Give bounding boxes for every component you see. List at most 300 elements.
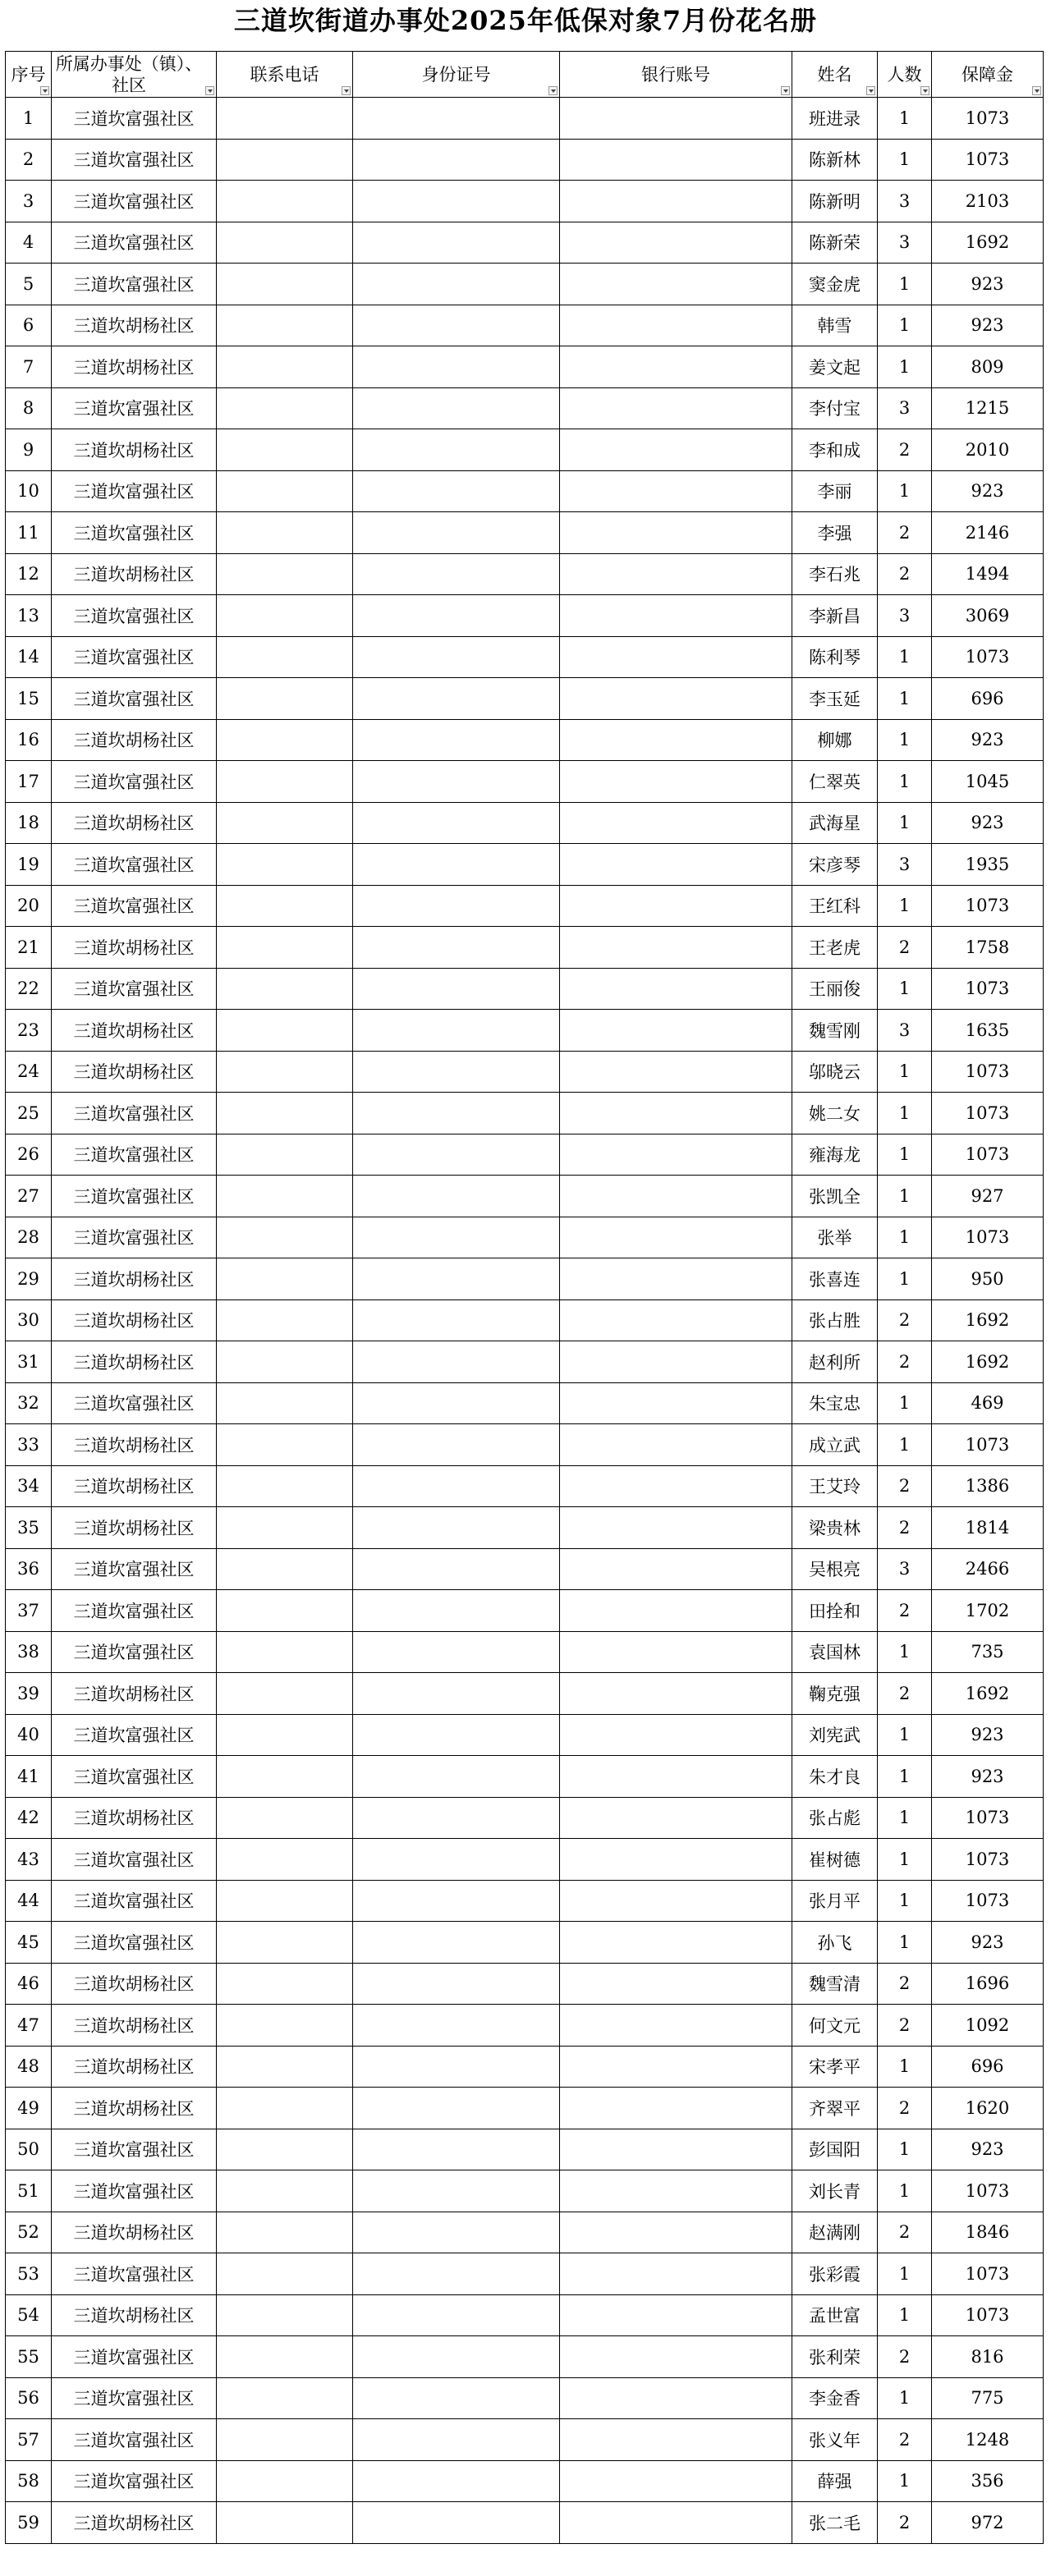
cell-bank-account — [560, 1134, 792, 1176]
header-id-number-label: 身份证号 — [421, 64, 491, 85]
cell-amount: 1692 — [932, 1673, 1044, 1715]
cell-seq: 36 — [6, 1548, 52, 1590]
table-row — [6, 595, 1044, 637]
table-row — [6, 2502, 1044, 2544]
cell-phone — [217, 1839, 353, 1881]
cell-name: 魏雪刚 — [792, 1010, 878, 1052]
cell-amount: 1635 — [932, 1010, 1044, 1052]
cell-id-number — [353, 346, 560, 388]
table-row — [6, 429, 1044, 471]
cell-id-number — [353, 470, 560, 512]
cell-name: 崔树德 — [792, 1839, 878, 1881]
cell-people: 1 — [878, 802, 932, 844]
cell-people: 2 — [878, 1673, 932, 1715]
cell-seq: 6 — [6, 305, 52, 346]
table-row — [6, 1465, 1044, 1507]
cell-name: 陈新林 — [792, 139, 878, 181]
cell-amount: 1702 — [932, 1590, 1044, 1632]
cell-name: 李金香 — [792, 2377, 878, 2419]
cell-phone — [217, 305, 353, 346]
cell-seq: 55 — [6, 2336, 52, 2378]
cell-seq: 51 — [6, 2170, 52, 2212]
cell-bank-account — [560, 1797, 792, 1839]
cell-people: 1 — [878, 636, 932, 678]
cell-phone — [217, 2170, 353, 2212]
table-row — [6, 553, 1044, 595]
cell-seq: 44 — [6, 1880, 52, 1922]
cell-id-number — [353, 1631, 560, 1673]
cell-id-number — [353, 885, 560, 927]
cell-people: 1 — [878, 1797, 932, 1839]
cell-people: 2 — [878, 927, 932, 969]
cell-community: 三道坎胡杨社区 — [52, 1673, 217, 1715]
cell-phone — [217, 429, 353, 471]
cell-people: 1 — [878, 2253, 932, 2295]
table-row — [6, 2212, 1044, 2253]
cell-people: 1 — [878, 761, 932, 803]
filter-dropdown-icon[interactable] — [342, 86, 351, 95]
cell-name: 张利荣 — [792, 2336, 878, 2378]
cell-id-number — [353, 1507, 560, 1549]
cell-seq: 7 — [6, 346, 52, 388]
table-row — [6, 2294, 1044, 2336]
filter-dropdown-icon[interactable] — [1032, 86, 1041, 95]
cell-id-number — [353, 1922, 560, 1964]
filter-dropdown-icon[interactable] — [205, 86, 214, 95]
cell-seq: 48 — [6, 2046, 52, 2088]
filter-dropdown-icon[interactable] — [920, 86, 929, 95]
cell-id-number — [353, 968, 560, 1010]
cell-people: 2 — [878, 1465, 932, 1507]
cell-phone — [217, 2294, 353, 2336]
cell-bank-account — [560, 1341, 792, 1383]
cell-amount: 923 — [932, 1714, 1044, 1756]
cell-seq: 27 — [6, 1176, 52, 1217]
cell-bank-account — [560, 2377, 792, 2419]
cell-phone — [217, 761, 353, 803]
cell-amount: 1248 — [932, 2419, 1044, 2461]
table-row — [6, 305, 1044, 346]
table-row — [6, 1299, 1044, 1341]
cell-id-number — [353, 844, 560, 886]
cell-seq: 35 — [6, 1507, 52, 1549]
cell-community: 三道坎富强社区 — [52, 678, 217, 720]
cell-community: 三道坎富强社区 — [52, 636, 217, 678]
cell-seq: 56 — [6, 2377, 52, 2419]
cell-people: 2 — [878, 2005, 932, 2047]
cell-community: 三道坎胡杨社区 — [52, 1258, 217, 1300]
cell-id-number — [353, 1880, 560, 1922]
cell-id-number — [353, 2294, 560, 2336]
table-row — [6, 1424, 1044, 1466]
cell-phone — [217, 1963, 353, 2005]
cell-people: 3 — [878, 222, 932, 264]
cell-id-number — [353, 595, 560, 637]
cell-name: 宋孝平 — [792, 2046, 878, 2088]
cell-community: 三道坎胡杨社区 — [52, 927, 217, 969]
cell-id-number — [353, 1797, 560, 1839]
table-row — [6, 2336, 1044, 2378]
cell-id-number — [353, 2046, 560, 2088]
cell-id-number — [353, 222, 560, 264]
table-row — [6, 2088, 1044, 2129]
cell-people: 2 — [878, 2419, 932, 2461]
cell-amount: 1935 — [932, 844, 1044, 886]
cell-id-number — [353, 2129, 560, 2170]
table-row — [6, 1507, 1044, 1549]
cell-bank-account — [560, 636, 792, 678]
cell-people: 2 — [878, 1507, 932, 1549]
cell-community: 三道坎富强社区 — [52, 1922, 217, 1964]
cell-bank-account — [560, 2170, 792, 2212]
cell-id-number — [353, 429, 560, 471]
cell-amount: 696 — [932, 678, 1044, 720]
cell-amount: 775 — [932, 2377, 1044, 2419]
cell-bank-account — [560, 2129, 792, 2170]
cell-community: 三道坎富强社区 — [52, 1093, 217, 1134]
cell-amount: 1758 — [932, 927, 1044, 969]
cell-amount: 1073 — [932, 1424, 1044, 1466]
cell-community: 三道坎富强社区 — [52, 264, 217, 305]
header-amount — [932, 52, 1044, 98]
cell-community: 三道坎富强社区 — [52, 1548, 217, 1590]
cell-name: 成立武 — [792, 1424, 878, 1466]
cell-amount: 1073 — [932, 139, 1044, 181]
cell-phone — [217, 2005, 353, 2047]
cell-bank-account — [560, 595, 792, 637]
table-header — [6, 52, 1044, 98]
cell-amount: 1092 — [932, 2005, 1044, 2047]
cell-amount: 1073 — [932, 1217, 1044, 1258]
cell-people: 2 — [878, 1963, 932, 2005]
table-row — [6, 636, 1044, 678]
table-row — [6, 761, 1044, 803]
cell-phone — [217, 1548, 353, 1590]
cell-community: 三道坎胡杨社区 — [52, 1465, 217, 1507]
cell-bank-account — [560, 1880, 792, 1922]
cell-seq: 23 — [6, 1010, 52, 1052]
cell-id-number — [353, 1217, 560, 1258]
cell-community: 三道坎富强社区 — [52, 885, 217, 927]
cell-bank-account — [560, 181, 792, 222]
header-id-number — [353, 52, 560, 98]
table-row — [6, 139, 1044, 181]
cell-bank-account — [560, 1756, 792, 1798]
filter-dropdown-icon[interactable] — [40, 86, 49, 95]
cell-people: 1 — [878, 719, 932, 761]
table-row — [6, 1963, 1044, 2005]
cell-amount: 2010 — [932, 429, 1044, 471]
cell-community: 三道坎胡杨社区 — [52, 1051, 217, 1093]
cell-amount: 923 — [932, 264, 1044, 305]
cell-amount: 927 — [932, 1176, 1044, 1217]
cell-community: 三道坎富强社区 — [52, 512, 217, 554]
cell-bank-account — [560, 2294, 792, 2336]
cell-name: 陈新明 — [792, 181, 878, 222]
cell-amount: 2146 — [932, 512, 1044, 554]
cell-seq: 58 — [6, 2460, 52, 2502]
cell-community: 三道坎富强社区 — [52, 1134, 217, 1176]
cell-bank-account — [560, 1217, 792, 1258]
cell-people: 3 — [878, 1010, 932, 1052]
cell-people: 1 — [878, 2129, 932, 2170]
table-row — [6, 1010, 1044, 1052]
cell-phone — [217, 553, 353, 595]
cell-amount: 469 — [932, 1382, 1044, 1424]
cell-amount: 923 — [932, 305, 1044, 346]
table-row — [6, 1341, 1044, 1383]
table-row — [6, 927, 1044, 969]
cell-bank-account — [560, 139, 792, 181]
cell-community: 三道坎富强社区 — [52, 1217, 217, 1258]
cell-community: 三道坎胡杨社区 — [52, 1963, 217, 2005]
header-people — [878, 52, 932, 98]
table-row — [6, 512, 1044, 554]
cell-name: 袁国林 — [792, 1631, 878, 1673]
cell-bank-account — [560, 222, 792, 264]
cell-seq: 59 — [6, 2502, 52, 2544]
cell-phone — [217, 2088, 353, 2129]
cell-id-number — [353, 1258, 560, 1300]
cell-id-number — [353, 264, 560, 305]
cell-phone — [217, 2129, 353, 2170]
cell-amount: 1620 — [932, 2088, 1044, 2129]
cell-phone — [217, 1507, 353, 1549]
cell-community: 三道坎胡杨社区 — [52, 2294, 217, 2336]
cell-seq: 8 — [6, 387, 52, 429]
cell-amount: 923 — [932, 2129, 1044, 2170]
cell-people: 1 — [878, 1093, 932, 1134]
cell-name: 陈新荣 — [792, 222, 878, 264]
cell-id-number — [353, 1673, 560, 1715]
cell-seq: 22 — [6, 968, 52, 1010]
cell-seq: 26 — [6, 1134, 52, 1176]
cell-community: 三道坎富强社区 — [52, 1631, 217, 1673]
cell-phone — [217, 2046, 353, 2088]
cell-id-number — [353, 2170, 560, 2212]
cell-community: 三道坎富强社区 — [52, 1382, 217, 1424]
cell-id-number — [353, 1465, 560, 1507]
filter-dropdown-icon[interactable] — [548, 86, 558, 95]
cell-seq: 52 — [6, 2212, 52, 2253]
cell-name: 吴根亮 — [792, 1548, 878, 1590]
cell-seq: 25 — [6, 1093, 52, 1134]
cell-seq: 40 — [6, 1714, 52, 1756]
cell-phone — [217, 1382, 353, 1424]
cell-bank-account — [560, 1382, 792, 1424]
cell-seq: 41 — [6, 1756, 52, 1798]
cell-id-number — [353, 512, 560, 554]
table-row — [6, 1839, 1044, 1881]
cell-amount: 1045 — [932, 761, 1044, 803]
cell-id-number — [353, 139, 560, 181]
cell-people: 2 — [878, 512, 932, 554]
cell-community: 三道坎富强社区 — [52, 387, 217, 429]
cell-name: 李新昌 — [792, 595, 878, 637]
cell-phone — [217, 1797, 353, 1839]
cell-people: 2 — [878, 429, 932, 471]
cell-people: 1 — [878, 2170, 932, 2212]
cell-seq: 31 — [6, 1341, 52, 1383]
cell-seq: 13 — [6, 595, 52, 637]
table-row — [6, 678, 1044, 720]
cell-seq: 54 — [6, 2294, 52, 2336]
cell-name: 雍海龙 — [792, 1134, 878, 1176]
table-row — [6, 2046, 1044, 2088]
cell-amount: 923 — [932, 470, 1044, 512]
cell-people: 1 — [878, 2377, 932, 2419]
cell-phone — [217, 844, 353, 886]
cell-phone — [217, 719, 353, 761]
cell-community: 三道坎胡杨社区 — [52, 2502, 217, 2544]
cell-bank-account — [560, 2046, 792, 2088]
cell-amount: 950 — [932, 1258, 1044, 1300]
cell-id-number — [353, 2336, 560, 2378]
cell-seq: 19 — [6, 844, 52, 886]
header-seq — [6, 52, 52, 98]
cell-id-number — [353, 98, 560, 140]
cell-amount: 1692 — [932, 1341, 1044, 1383]
cell-name: 张彩霞 — [792, 2253, 878, 2295]
cell-community: 三道坎富强社区 — [52, 968, 217, 1010]
cell-community: 三道坎富强社区 — [52, 222, 217, 264]
cell-phone — [217, 1590, 353, 1632]
cell-people: 1 — [878, 885, 932, 927]
cell-community: 三道坎富强社区 — [52, 98, 217, 140]
cell-amount: 1073 — [932, 98, 1044, 140]
table-row — [6, 181, 1044, 222]
cell-community: 三道坎胡杨社区 — [52, 1507, 217, 1549]
filter-dropdown-icon[interactable] — [781, 86, 790, 95]
cell-phone — [217, 1714, 353, 1756]
cell-amount: 1692 — [932, 222, 1044, 264]
cell-amount: 1073 — [932, 968, 1044, 1010]
cell-seq: 50 — [6, 2129, 52, 2170]
table-row — [6, 1176, 1044, 1217]
cell-community: 三道坎富强社区 — [52, 595, 217, 637]
cell-people: 1 — [878, 968, 932, 1010]
table-row — [6, 1756, 1044, 1798]
cell-seq: 37 — [6, 1590, 52, 1632]
cell-seq: 28 — [6, 1217, 52, 1258]
cell-id-number — [353, 1963, 560, 2005]
cell-community: 三道坎富强社区 — [52, 2336, 217, 2378]
cell-seq: 15 — [6, 678, 52, 720]
cell-community: 三道坎胡杨社区 — [52, 802, 217, 844]
cell-bank-account — [560, 1631, 792, 1673]
cell-id-number — [353, 1134, 560, 1176]
cell-people: 1 — [878, 1176, 932, 1217]
cell-phone — [217, 2212, 353, 2253]
cell-id-number — [353, 553, 560, 595]
cell-phone — [217, 346, 353, 388]
cell-bank-account — [560, 1258, 792, 1300]
table-row — [6, 1673, 1044, 1715]
cell-id-number — [353, 2419, 560, 2461]
cell-bank-account — [560, 1922, 792, 1964]
cell-phone — [217, 98, 353, 140]
cell-bank-account — [560, 1507, 792, 1549]
cell-seq: 2 — [6, 139, 52, 181]
cell-bank-account — [560, 1424, 792, 1466]
cell-name: 邬晓云 — [792, 1051, 878, 1093]
cell-amount: 1386 — [932, 1465, 1044, 1507]
table-row — [6, 346, 1044, 388]
cell-name: 武海星 — [792, 802, 878, 844]
cell-people: 1 — [878, 1382, 932, 1424]
table-row — [6, 968, 1044, 1010]
cell-id-number — [353, 761, 560, 803]
cell-amount: 2466 — [932, 1548, 1044, 1590]
cell-bank-account — [560, 553, 792, 595]
cell-name: 李丽 — [792, 470, 878, 512]
cell-amount: 735 — [932, 1631, 1044, 1673]
cell-bank-account — [560, 2088, 792, 2129]
cell-people: 3 — [878, 844, 932, 886]
table-row — [6, 1631, 1044, 1673]
cell-community: 三道坎胡杨社区 — [52, 1010, 217, 1052]
cell-seq: 49 — [6, 2088, 52, 2129]
cell-phone — [217, 1465, 353, 1507]
cell-phone — [217, 1258, 353, 1300]
cell-phone — [217, 2502, 353, 2544]
cell-people: 1 — [878, 470, 932, 512]
cell-bank-account — [560, 1590, 792, 1632]
cell-name: 韩雪 — [792, 305, 878, 346]
cell-people: 1 — [878, 1051, 932, 1093]
cell-community: 三道坎富强社区 — [52, 1756, 217, 1798]
cell-bank-account — [560, 885, 792, 927]
cell-community: 三道坎富强社区 — [52, 1714, 217, 1756]
cell-phone — [217, 1673, 353, 1715]
cell-community: 三道坎胡杨社区 — [52, 1341, 217, 1383]
cell-people: 1 — [878, 1839, 932, 1881]
cell-bank-account — [560, 1093, 792, 1134]
header-community — [52, 52, 217, 98]
table-row — [6, 1217, 1044, 1258]
cell-id-number — [353, 2212, 560, 2253]
cell-bank-account — [560, 387, 792, 429]
table-row — [6, 470, 1044, 512]
cell-id-number — [353, 2502, 560, 2544]
cell-name: 刘长青 — [792, 2170, 878, 2212]
cell-people: 2 — [878, 2502, 932, 2544]
table-row — [6, 2129, 1044, 2170]
cell-amount: 1073 — [932, 2294, 1044, 2336]
cell-seq: 20 — [6, 885, 52, 927]
cell-community: 三道坎胡杨社区 — [52, 2046, 217, 2088]
table-row — [6, 2377, 1044, 2419]
cell-people: 2 — [878, 2336, 932, 2378]
cell-name: 朱宝忠 — [792, 1382, 878, 1424]
cell-community: 三道坎富强社区 — [52, 1839, 217, 1881]
filter-dropdown-icon[interactable] — [866, 86, 875, 95]
cell-seq: 46 — [6, 1963, 52, 2005]
cell-id-number — [353, 1051, 560, 1093]
cell-id-number — [353, 305, 560, 346]
cell-bank-account — [560, 1299, 792, 1341]
cell-phone — [217, 636, 353, 678]
cell-name: 张二毛 — [792, 2502, 878, 2544]
cell-name: 朱才良 — [792, 1756, 878, 1798]
cell-name: 宋彦琴 — [792, 844, 878, 886]
cell-people: 1 — [878, 2460, 932, 2502]
cell-community: 三道坎富强社区 — [52, 844, 217, 886]
cell-phone — [217, 139, 353, 181]
header-phone-label: 联系电话 — [250, 64, 319, 85]
cell-phone — [217, 802, 353, 844]
cell-amount: 923 — [932, 1922, 1044, 1964]
